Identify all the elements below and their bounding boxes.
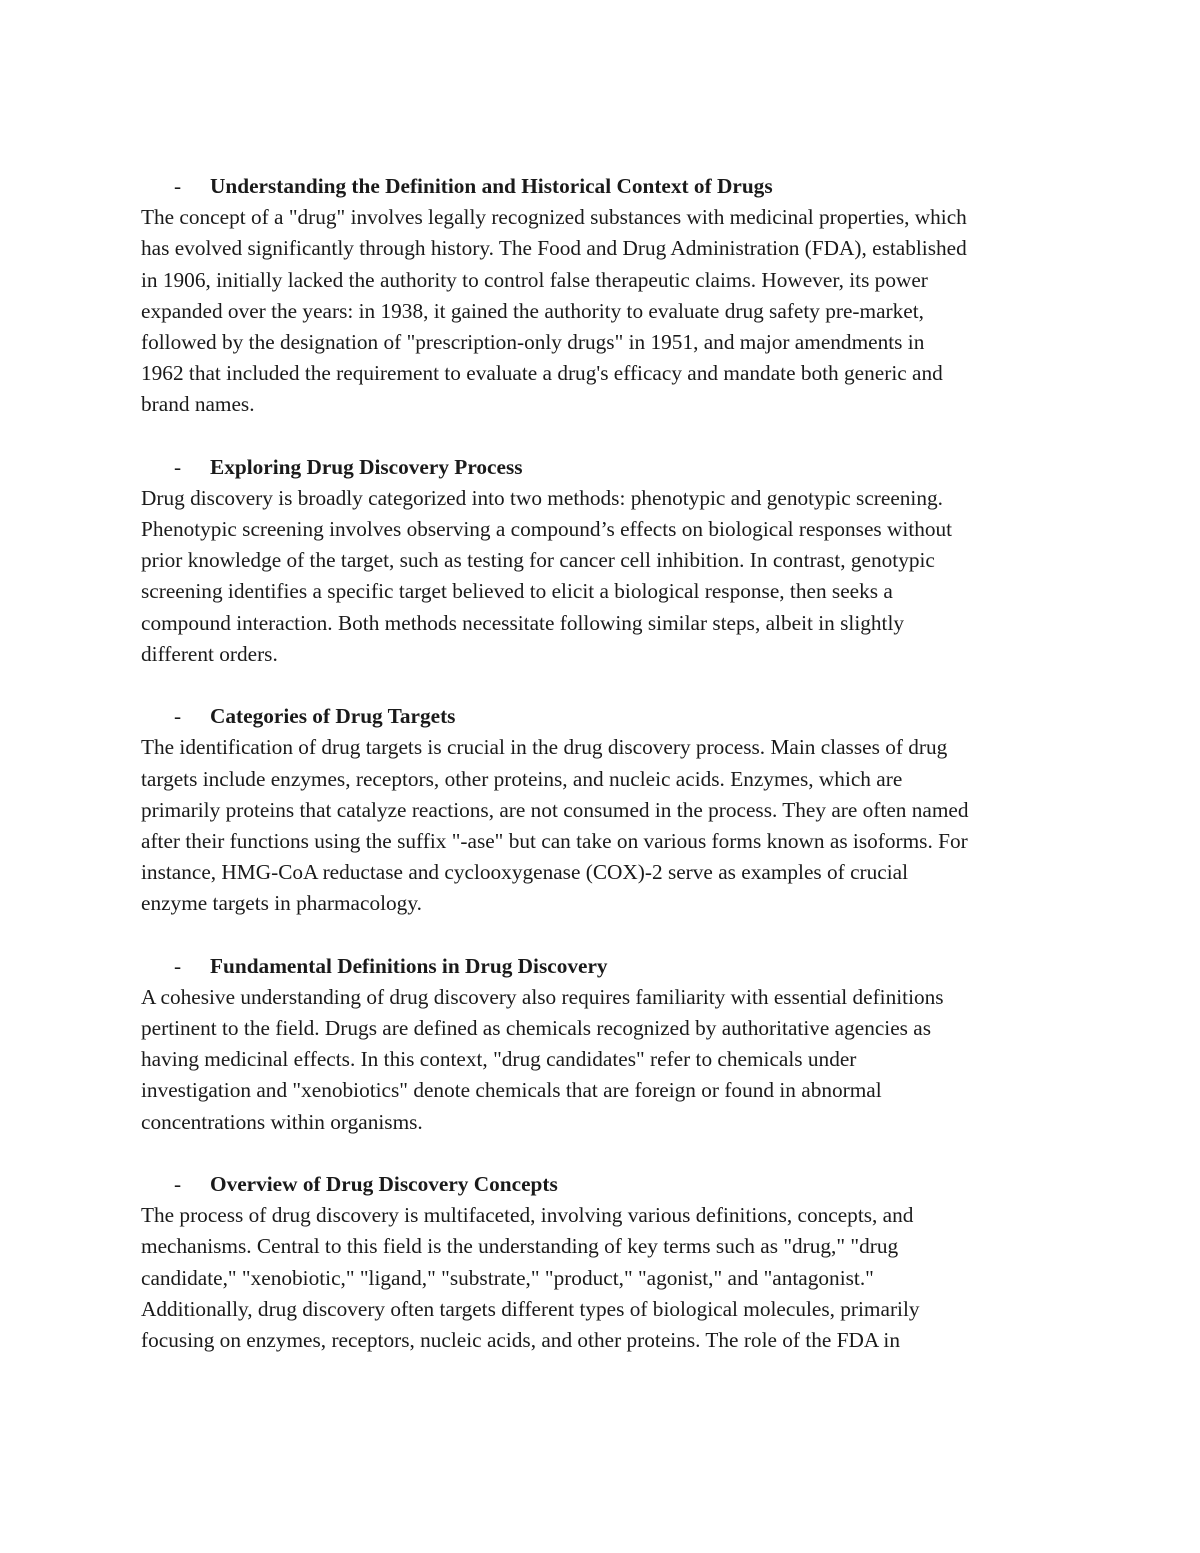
paragraph-line: The identification of drug targets is crucial in the drug discovery process. Main classes of drug — [141, 735, 948, 760]
paragraph-line: followed by the designation of "prescription-only drugs" in 1951, and major amendments in — [141, 329, 925, 354]
section-heading — [141, 171, 1066, 202]
paragraph-line: prior knowledge of the target, such as testing for cancer cell inhibition. In contrast, genotypic — [141, 548, 935, 573]
paragraph-line: after their functions using the suffix "-ase" but can take on various forms known as isoforms. For — [141, 828, 968, 853]
paragraph-line: candidate," "xenobiotic," "ligand," "substrate," "product," "agonist," and "antagonist." — [141, 1265, 874, 1290]
paragraph-line: different orders. — [141, 641, 278, 666]
section-paragraph — [141, 202, 1066, 420]
paragraph-line: Drug discovery is broadly categorized into two methods: phenotypic and genotypic screening. — [141, 485, 943, 510]
paragraph-line: brand names. — [141, 392, 255, 417]
section-discovery-process — [141, 452, 1066, 670]
section-heading — [141, 701, 1066, 732]
paragraph-line: in 1906, initially lacked the authority to control false therapeutic claims. However, its power — [141, 267, 928, 292]
section-title: Categories of Drug Targets — [210, 704, 456, 729]
paragraph-line: expanded over the years: in 1938, it gained the authority to evaluate drug safety pre-market, — [141, 298, 924, 323]
section-fundamental-definitions — [141, 951, 1066, 1138]
section-title: Exploring Drug Discovery Process — [210, 454, 523, 479]
section-heading — [141, 1169, 1066, 1200]
paragraph-line: having medicinal effects. In this context, "drug candidates" refer to chemicals under — [141, 1047, 857, 1072]
dash-bullet: - — [174, 704, 182, 729]
paragraph-line: enzyme targets in pharmacology. — [141, 891, 422, 916]
section-title: Fundamental Definitions in Drug Discovery — [210, 953, 608, 978]
paragraph-line: compound interaction. Both methods necessitate following similar steps, albeit in slightly — [141, 610, 905, 635]
paragraph-line: has evolved significantly through history. The Food and Drug Administration (FDA), established — [141, 236, 967, 261]
section-drug-targets — [141, 701, 1066, 919]
section-paragraph — [141, 982, 1066, 1138]
dash-bullet: - — [174, 1172, 182, 1196]
paragraph-line: Additionally, drug discovery often targets different types of biological molecules, primarily — [141, 1296, 920, 1321]
paragraph-line: mechanisms. Central to this field is the understanding of key terms such as "drug," "drug — [141, 1234, 899, 1259]
dash-bullet: - — [174, 174, 182, 198]
paragraph-line: screening identifies a specific target believed to elicit a biological response, then seeks a — [141, 579, 893, 604]
paragraph-line: focusing on enzymes, receptors, nucleic acids, and other proteins. The role of the FDA in — [141, 1327, 900, 1352]
paragraph-line: The concept of a "drug" involves legally recognized substances with medicinal properties, which — [141, 205, 967, 230]
dash-bullet: - — [174, 454, 182, 479]
paragraph-line: targets include enzymes, receptors, other proteins, and nucleic acids. Enzymes, which are — [141, 766, 903, 791]
section-title: Understanding the Definition and Historical Context of Drugs — [210, 174, 773, 198]
document-body — [141, 171, 1066, 1387]
paragraph-line: The process of drug discovery is multifaceted, involving various definitions, concepts, and — [141, 1203, 914, 1228]
paragraph-line: Phenotypic screening involves observing a compound’s effects on biological responses without — [141, 517, 953, 542]
dash-bullet: - — [174, 953, 182, 978]
paragraph-line: pertinent to the field. Drugs are defined as chemicals recognized by authoritative agencies as — [141, 1016, 932, 1041]
paragraph-line: A cohesive understanding of drug discovery also requires familiarity with essential definitions — [141, 984, 944, 1009]
section-heading — [141, 452, 1066, 483]
paragraph-line: instance, HMG-CoA reductase and cyclooxygenase (COX)-2 serve as examples of crucial — [141, 860, 909, 885]
section-paragraph — [141, 483, 1066, 670]
paragraph-line: 1962 that included the requirement to evaluate a drug's efficacy and mandate both generic and — [141, 361, 943, 386]
section-overview-concepts — [141, 1169, 1066, 1356]
section-paragraph — [141, 1200, 1066, 1356]
section-title: Overview of Drug Discovery Concepts — [210, 1172, 558, 1196]
section-heading — [141, 951, 1066, 982]
section-paragraph — [141, 732, 1066, 919]
paragraph-line: concentrations within organisms. — [141, 1109, 423, 1134]
paragraph-line: investigation and "xenobiotics" denote chemicals that are foreign or found in abnormal — [141, 1078, 882, 1103]
section-definition-history — [141, 171, 1066, 421]
paragraph-line: primarily proteins that catalyze reactions, are not consumed in the process. They are often named — [141, 797, 969, 822]
